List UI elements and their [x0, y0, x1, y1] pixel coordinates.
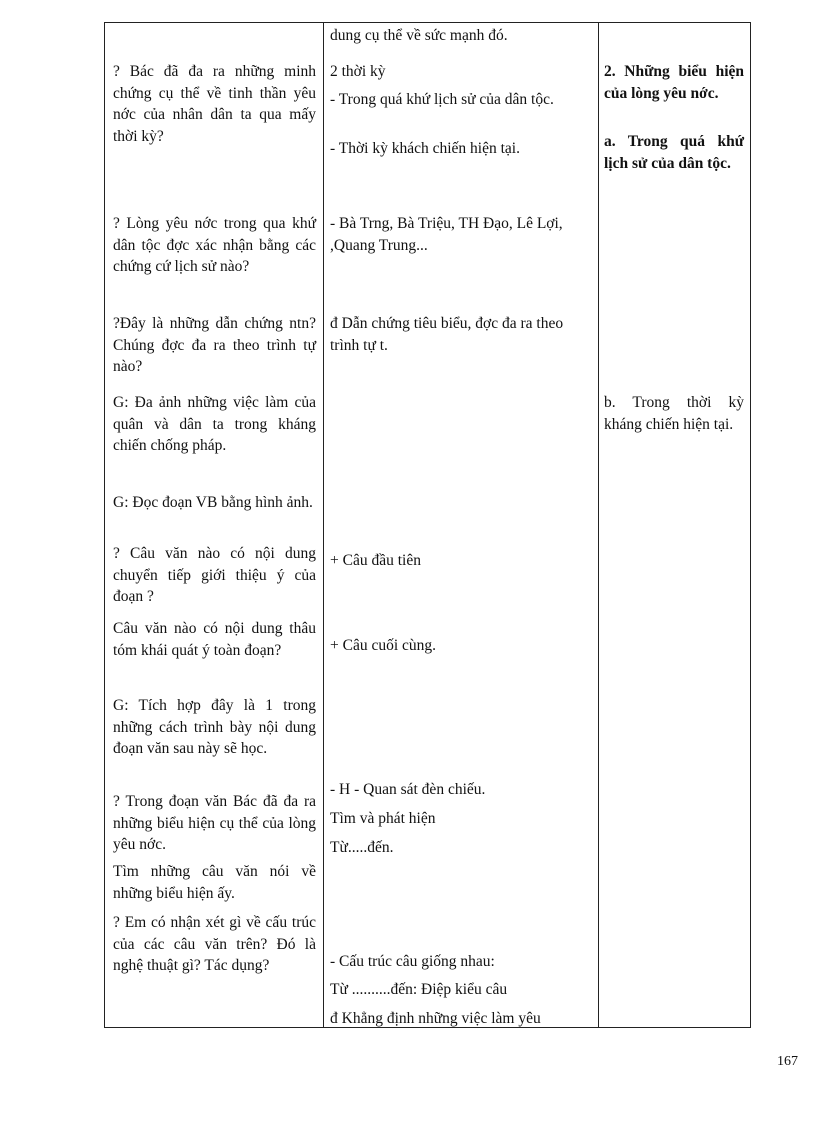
column-divider-1: [323, 23, 324, 1027]
question-transition-sentence: ? Câu văn nào có nội dung chuyển tiếp giới thiệu ý của đoạn ?: [113, 545, 316, 605]
question-evidence-order: ?Đây là những dẫn chứng ntn? Chúng đợc đa ra theo trình tự nào?: [113, 315, 316, 375]
lesson-table: [104, 22, 751, 1028]
heading-expressions: 2. Những biểu hiện của lòng yêu nớc.: [604, 63, 744, 102]
teacher-note-images: G: Đa ảnh những việc làm của quân và dân ta trong kháng chiến chống pháp.: [113, 394, 316, 454]
question-summary-sentence: Câu văn nào có nội dung thâu tóm khái quát ý toàn đoạn?: [113, 620, 316, 659]
question-expressions: ? Trong đoạn văn Bác đã đa ra những biểu hiện cụ thể của lòng yêu nớc.: [113, 793, 316, 853]
question-past-evidence: ? Lòng yêu nớc trong qua khứ dân tộc đợc xác nhận bằng các chứng cứ lịch sử nào?: [113, 215, 316, 275]
answer-line: Từ.....đến.: [330, 839, 394, 856]
teacher-note-reading: G: Đọc đoạn VB bằng hình ảnh.: [113, 494, 313, 511]
answer-line: + Câu cuối cùng.: [330, 637, 437, 654]
heading-present: b. Trong thời kỳ kháng chiến hiện tại.: [604, 394, 744, 433]
teacher-note-integration: G: Tích hợp đây là 1 trong những cách trình bày nội dung đoạn văn sau này sẽ học.: [113, 697, 316, 757]
answer-line: đ Khẳng định những việc làm yêu: [330, 1010, 541, 1027]
answer-line: - Trong quá khứ lịch sử của dân tộc.: [330, 91, 554, 108]
answer-line: đ Dẫn chứng tiêu biểu, đợc đa ra theo trình tự t.: [330, 315, 564, 354]
task-find-sentences: Tìm những câu văn nói về những biểu hiện ấy.: [113, 863, 316, 902]
question-evidence-periods: ? Bác đã đa ra những minh chứng cụ thể về tinh thần yêu nớc của nhân dân ta qua mấy thời kỳ?: [113, 63, 316, 145]
answer-line: - H - Quan sát đèn chiếu.: [330, 781, 486, 798]
answer-line: - Bà Trng, Bà Triệu, TH Đạo, Lê Lợi, ,Quang Trung...: [330, 215, 563, 254]
answer-line: dung cụ thể về sức mạnh đó.: [330, 27, 508, 44]
column-divider-2: [598, 23, 599, 1027]
answer-line: 2 thời kỳ: [330, 63, 386, 80]
answer-line: Từ ..........đến: Điệp kiểu câu: [330, 981, 508, 998]
question-structure: ? Em có nhận xét gì về cấu trúc của các câu văn trên? Đó là nghệ thuật gì? Tác dụng?: [113, 914, 316, 974]
answer-line: Tìm và phát hiện: [330, 810, 436, 827]
answer-line: + Câu đầu tiên: [330, 552, 421, 569]
answer-line: - Thời kỳ khách chiến hiện tại.: [330, 140, 520, 157]
page-number: 167: [777, 1054, 798, 1069]
answer-line: - Cấu trúc câu giống nhau:: [330, 953, 495, 970]
heading-past: a. Trong quá khứ lịch sử của dân tộc.: [604, 133, 744, 172]
